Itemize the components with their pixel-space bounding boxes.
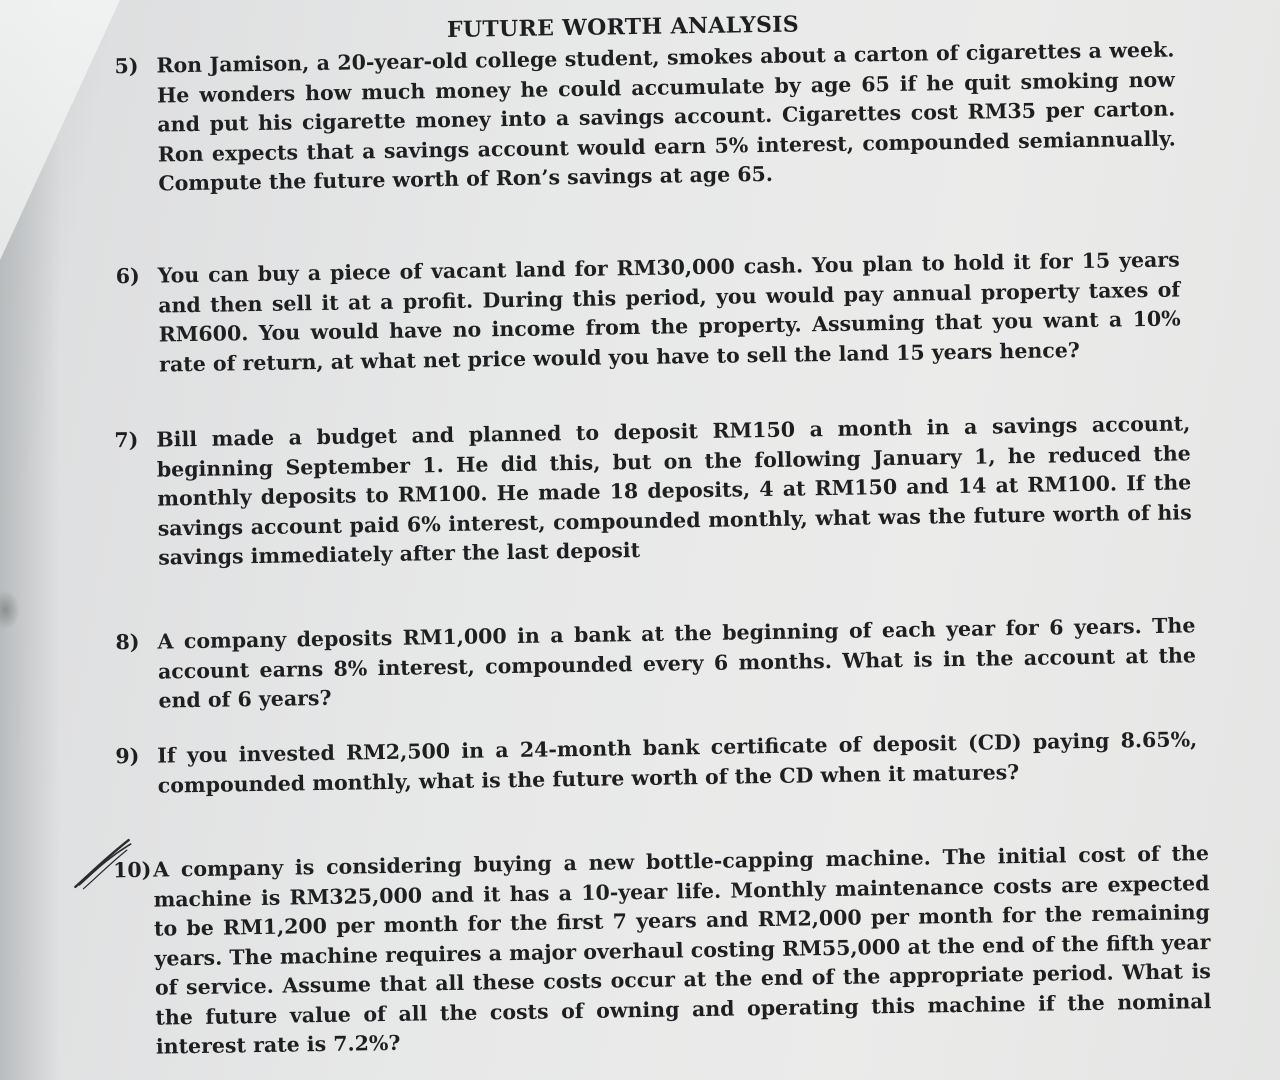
handwritten-tick-mark-icon: [69, 834, 140, 895]
question-text: You can buy a piece of vacant land for RM30,000 cash. You plan to hold it for 15 years and then sell it at a profit. During this period, you would pay annual property taxes of RM600. You would have no income from the property. Assuming that you want a 10% rate of return, at what net price would you have to sell the land 15 years hence?: [157, 247, 1181, 377]
question-text: Ron Jamison, a 20-year-old college student, smokes about a carton of cigarettes a week. He wonders how much money he could accumulate by age 65 if he quit smoking now and put his cigarette money into a savings account. Cigarettes cost RM35 per carton. Ron expects that a savings account would earn 5% interest, compounded semiannually. Compute the future worth of Ron’s savings at age 65.: [156, 37, 1176, 196]
question-7: [114, 409, 1192, 573]
question-6: [116, 245, 1182, 380]
question-number: 6): [115, 263, 140, 289]
question-9: [115, 725, 1198, 801]
worksheet-title: FUTURE WORTH ANALYSIS: [446, 11, 800, 43]
question-text: Bill made a budget and planned to deposit RM150 a month in a savings account, beginning September 1. He did this, but on the following January 1, he reduced the monthly deposits to RM100. He made 18 deposits, 4 at RM150 and 14 at RM100. If the savings account paid 6% interest, compounded monthly, what was the future worth of his savings immediately after the last deposit: [156, 411, 1192, 570]
question-10: [113, 839, 1212, 1063]
question-5: [114, 36, 1176, 200]
question-text: If you invested RM2,500 in a 24-month bank certificate of deposit (CD) paying 8.65%, compounded monthly, what is the future worth of the CD when it matures?: [157, 727, 1198, 798]
question-number: 7): [114, 427, 139, 453]
question-text: A company is considering buying a new bottle-capping machine. The initial cost of the machine is RM325,000 and it has a 10-year life. Monthly maintenance costs are expected to be RM1,200 per month for the first 7 years and RM2,000 per month for the remaining years. The machine requires a major overhaul costing RM55,000 at the end of the fifth year of service. Assume that all these costs occur at the end of the appropriate period. What is the future value of all the costs of owning and operating this machine if the nominal interest rate is 7.2%?: [152, 841, 1212, 1059]
question-text: A company deposits RM1,000 in a bank at the beginning of each year for 6 years. The account earns 8% interest, compounded every 6 months. What is in the account at the end of 6 years?: [157, 613, 1197, 713]
question-8: [115, 611, 1196, 716]
question-number: 8): [115, 629, 140, 655]
question-number: 10): [112, 857, 152, 883]
question-number: 9): [115, 743, 140, 769]
question-number: 5): [114, 53, 139, 79]
